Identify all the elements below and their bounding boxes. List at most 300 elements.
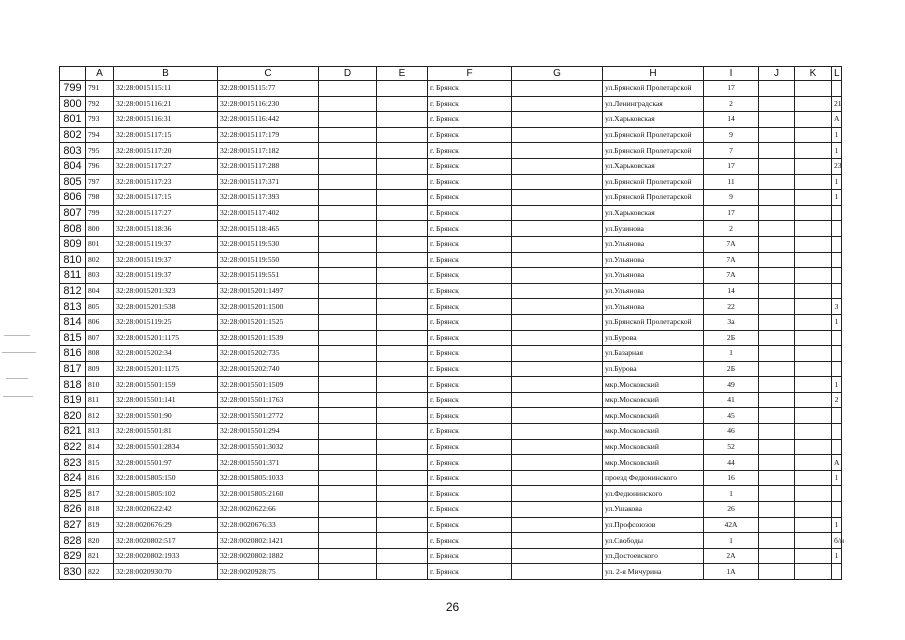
- cell-j[interactable]: [759, 143, 795, 159]
- cell-d[interactable]: [319, 361, 377, 377]
- cell-k[interactable]: [795, 268, 832, 284]
- cell-k[interactable]: [795, 439, 832, 455]
- cell-h[interactable]: ул.Брянской Пролетарской: [603, 143, 704, 159]
- cell-j[interactable]: [759, 330, 795, 346]
- cell-d[interactable]: [319, 143, 377, 159]
- column-header-j[interactable]: J: [759, 67, 795, 81]
- cell-k[interactable]: [795, 314, 832, 330]
- cell-b[interactable]: 32:28:0020930:70: [114, 564, 218, 580]
- cell-j[interactable]: [759, 564, 795, 580]
- cell-g[interactable]: [512, 533, 603, 549]
- cell-d[interactable]: [319, 455, 377, 471]
- cell-b[interactable]: 32:28:0015805:150: [114, 470, 218, 486]
- cell-a[interactable]: 816: [86, 470, 114, 486]
- cell-f[interactable]: г. Брянск: [428, 158, 512, 174]
- cell-l[interactable]: [832, 486, 842, 502]
- cell-h[interactable]: ул.Ульянова: [603, 252, 704, 268]
- cell-d[interactable]: [319, 564, 377, 580]
- cell-h[interactable]: мкр.Московский: [603, 455, 704, 471]
- cell-a[interactable]: 794: [86, 127, 114, 143]
- cell-k[interactable]: [795, 81, 832, 97]
- row-number[interactable]: 820: [60, 408, 86, 424]
- cell-f[interactable]: г. Брянск: [428, 112, 512, 128]
- cell-d[interactable]: [319, 205, 377, 221]
- cell-i[interactable]: 7А: [704, 236, 759, 252]
- cell-h[interactable]: ул.Достоевского: [603, 548, 704, 564]
- row-number[interactable]: 819: [60, 392, 86, 408]
- cell-k[interactable]: [795, 236, 832, 252]
- cell-j[interactable]: [759, 283, 795, 299]
- column-header-b[interactable]: B: [114, 67, 218, 81]
- cell-a[interactable]: 797: [86, 174, 114, 190]
- cell-b[interactable]: 32:28:0015117:27: [114, 158, 218, 174]
- cell-a[interactable]: 809: [86, 361, 114, 377]
- cell-g[interactable]: [512, 283, 603, 299]
- cell-k[interactable]: [795, 517, 832, 533]
- cell-a[interactable]: 815: [86, 455, 114, 471]
- cell-k[interactable]: [795, 392, 832, 408]
- cell-e[interactable]: [377, 439, 428, 455]
- cell-l[interactable]: [832, 205, 842, 221]
- cell-f[interactable]: г. Брянск: [428, 143, 512, 159]
- cell-f[interactable]: г. Брянск: [428, 174, 512, 190]
- cell-i[interactable]: 2Б: [704, 361, 759, 377]
- cell-d[interactable]: [319, 548, 377, 564]
- cell-e[interactable]: [377, 221, 428, 237]
- cell-d[interactable]: [319, 392, 377, 408]
- cell-g[interactable]: [512, 517, 603, 533]
- cell-h[interactable]: ул.Брянской Пролетарской: [603, 81, 704, 97]
- cell-b[interactable]: 32:28:0020802:1933: [114, 548, 218, 564]
- cell-a[interactable]: 800: [86, 221, 114, 237]
- cell-h[interactable]: мкр.Московский: [603, 408, 704, 424]
- cell-l[interactable]: [832, 408, 842, 424]
- cell-g[interactable]: [512, 361, 603, 377]
- cell-a[interactable]: 804: [86, 283, 114, 299]
- cell-i[interactable]: 16: [704, 470, 759, 486]
- cell-k[interactable]: [795, 252, 832, 268]
- cell-g[interactable]: [512, 548, 603, 564]
- cell-f[interactable]: г. Брянск: [428, 470, 512, 486]
- cell-b[interactable]: 32:28:0015201:323: [114, 283, 218, 299]
- cell-l[interactable]: [832, 330, 842, 346]
- cell-f[interactable]: г. Брянск: [428, 96, 512, 112]
- row-number[interactable]: 799: [60, 81, 86, 97]
- cell-i[interactable]: 14: [704, 112, 759, 128]
- column-header-h[interactable]: H: [603, 67, 704, 81]
- cell-l[interactable]: 23: [832, 158, 842, 174]
- cell-a[interactable]: 820: [86, 533, 114, 549]
- cell-i[interactable]: 45: [704, 408, 759, 424]
- cell-l[interactable]: [832, 236, 842, 252]
- cell-f[interactable]: г. Брянск: [428, 424, 512, 440]
- cell-f[interactable]: г. Брянск: [428, 299, 512, 315]
- cell-j[interactable]: [759, 439, 795, 455]
- cell-g[interactable]: [512, 408, 603, 424]
- cell-i[interactable]: 41: [704, 392, 759, 408]
- cell-k[interactable]: [795, 112, 832, 128]
- cell-k[interactable]: [795, 205, 832, 221]
- cell-a[interactable]: 799: [86, 205, 114, 221]
- cell-b[interactable]: 32:28:0015201:1175: [114, 361, 218, 377]
- cell-e[interactable]: [377, 377, 428, 393]
- cell-h[interactable]: ул.Бурова: [603, 330, 704, 346]
- cell-d[interactable]: [319, 377, 377, 393]
- cell-c[interactable]: 32:28:0015116:230: [218, 96, 319, 112]
- cell-h[interactable]: проезд Федюнинского: [603, 470, 704, 486]
- cell-i[interactable]: 9: [704, 127, 759, 143]
- cell-f[interactable]: г. Брянск: [428, 81, 512, 97]
- cell-h[interactable]: мкр.Московский: [603, 439, 704, 455]
- cell-k[interactable]: [795, 174, 832, 190]
- cell-c[interactable]: 32:28:0015117:402: [218, 205, 319, 221]
- cell-l[interactable]: [832, 346, 842, 362]
- row-number[interactable]: 804: [60, 158, 86, 174]
- cell-c[interactable]: 32:28:0015115:77: [218, 81, 319, 97]
- column-header-a[interactable]: A: [86, 67, 114, 81]
- cell-d[interactable]: [319, 517, 377, 533]
- cell-j[interactable]: [759, 502, 795, 518]
- cell-i[interactable]: 2Б: [704, 330, 759, 346]
- cell-b[interactable]: 32:28:0015202:34: [114, 346, 218, 362]
- cell-k[interactable]: [795, 470, 832, 486]
- cell-e[interactable]: [377, 455, 428, 471]
- cell-g[interactable]: [512, 377, 603, 393]
- cell-a[interactable]: 812: [86, 408, 114, 424]
- cell-d[interactable]: [319, 330, 377, 346]
- cell-j[interactable]: [759, 252, 795, 268]
- cell-b[interactable]: 32:28:0015501:141: [114, 392, 218, 408]
- row-number[interactable]: 818: [60, 377, 86, 393]
- cell-f[interactable]: г. Брянск: [428, 127, 512, 143]
- cell-h[interactable]: ул.Бузинова: [603, 221, 704, 237]
- cell-g[interactable]: [512, 564, 603, 580]
- cell-j[interactable]: [759, 377, 795, 393]
- cell-l[interactable]: [832, 502, 842, 518]
- cell-g[interactable]: [512, 143, 603, 159]
- cell-b[interactable]: 32:28:0015117:20: [114, 143, 218, 159]
- cell-f[interactable]: г. Брянск: [428, 283, 512, 299]
- cell-h[interactable]: ул.Харьковская: [603, 205, 704, 221]
- cell-f[interactable]: г. Брянск: [428, 346, 512, 362]
- cell-i[interactable]: 2: [704, 221, 759, 237]
- cell-i[interactable]: 17: [704, 158, 759, 174]
- cell-h[interactable]: ул.Брянской Пролетарской: [603, 190, 704, 206]
- column-header-g[interactable]: G: [512, 67, 603, 81]
- cell-c[interactable]: 32:28:0015501:1763: [218, 392, 319, 408]
- cell-d[interactable]: [319, 96, 377, 112]
- cell-f[interactable]: г. Брянск: [428, 205, 512, 221]
- cell-c[interactable]: 32:28:0015118:465: [218, 221, 319, 237]
- cell-j[interactable]: [759, 174, 795, 190]
- cell-k[interactable]: [795, 190, 832, 206]
- cell-b[interactable]: 32:28:0015117:15: [114, 127, 218, 143]
- cell-i[interactable]: 1А: [704, 564, 759, 580]
- cell-i[interactable]: 7А: [704, 252, 759, 268]
- cell-j[interactable]: [759, 533, 795, 549]
- cell-d[interactable]: [319, 346, 377, 362]
- cell-e[interactable]: [377, 548, 428, 564]
- cell-h[interactable]: ул.Ушакова: [603, 502, 704, 518]
- cell-g[interactable]: [512, 424, 603, 440]
- cell-j[interactable]: [759, 190, 795, 206]
- cell-f[interactable]: г. Брянск: [428, 502, 512, 518]
- cell-l[interactable]: 1: [832, 314, 842, 330]
- cell-l[interactable]: [832, 361, 842, 377]
- row-number[interactable]: 811: [60, 268, 86, 284]
- cell-l[interactable]: [832, 221, 842, 237]
- cell-c[interactable]: 32:28:0015202:740: [218, 361, 319, 377]
- row-number[interactable]: 802: [60, 127, 86, 143]
- cell-g[interactable]: [512, 221, 603, 237]
- cell-i[interactable]: 7: [704, 143, 759, 159]
- cell-k[interactable]: [795, 502, 832, 518]
- cell-h[interactable]: мкр.Московский: [603, 424, 704, 440]
- cell-k[interactable]: [795, 533, 832, 549]
- cell-k[interactable]: [795, 408, 832, 424]
- row-number[interactable]: 817: [60, 361, 86, 377]
- cell-k[interactable]: [795, 96, 832, 112]
- cell-i[interactable]: 26: [704, 502, 759, 518]
- column-header-e[interactable]: E: [377, 67, 428, 81]
- row-number[interactable]: 816: [60, 346, 86, 362]
- cell-k[interactable]: [795, 346, 832, 362]
- cell-k[interactable]: [795, 127, 832, 143]
- cell-e[interactable]: [377, 143, 428, 159]
- cell-c[interactable]: 32:28:0020802:1882: [218, 548, 319, 564]
- cell-l[interactable]: 1: [832, 377, 842, 393]
- cell-c[interactable]: 32:28:0020622:66: [218, 502, 319, 518]
- cell-c[interactable]: 32:28:0020802:1421: [218, 533, 319, 549]
- cell-d[interactable]: [319, 190, 377, 206]
- cell-l[interactable]: [832, 81, 842, 97]
- cell-c[interactable]: 32:28:0015201:1539: [218, 330, 319, 346]
- cell-g[interactable]: [512, 174, 603, 190]
- cell-e[interactable]: [377, 314, 428, 330]
- cell-e[interactable]: [377, 268, 428, 284]
- cell-j[interactable]: [759, 424, 795, 440]
- cell-f[interactable]: г. Брянск: [428, 190, 512, 206]
- cell-h[interactable]: ул.Ленинградская: [603, 96, 704, 112]
- cell-j[interactable]: [759, 361, 795, 377]
- cell-g[interactable]: [512, 314, 603, 330]
- cell-d[interactable]: [319, 299, 377, 315]
- cell-c[interactable]: 32:28:0015201:1497: [218, 283, 319, 299]
- cell-g[interactable]: [512, 236, 603, 252]
- cell-c[interactable]: 32:28:0015117:179: [218, 127, 319, 143]
- cell-a[interactable]: 801: [86, 236, 114, 252]
- cell-b[interactable]: 32:28:0015119:25: [114, 314, 218, 330]
- cell-k[interactable]: [795, 158, 832, 174]
- cell-l[interactable]: [832, 564, 842, 580]
- row-number[interactable]: 828: [60, 533, 86, 549]
- row-number[interactable]: 822: [60, 439, 86, 455]
- cell-h[interactable]: ул.Брянской Пролетарской: [603, 127, 704, 143]
- cell-c[interactable]: 32:28:0020928:75: [218, 564, 319, 580]
- column-header-k[interactable]: K: [795, 67, 832, 81]
- cell-e[interactable]: [377, 283, 428, 299]
- cell-f[interactable]: г. Брянск: [428, 455, 512, 471]
- cell-b[interactable]: 32:28:0015201:538: [114, 299, 218, 315]
- cell-c[interactable]: 32:28:0015805:2160: [218, 486, 319, 502]
- cell-d[interactable]: [319, 314, 377, 330]
- cell-g[interactable]: [512, 502, 603, 518]
- cell-a[interactable]: 818: [86, 502, 114, 518]
- cell-b[interactable]: 32:28:0015117:23: [114, 174, 218, 190]
- cell-k[interactable]: [795, 424, 832, 440]
- cell-e[interactable]: [377, 392, 428, 408]
- cell-j[interactable]: [759, 112, 795, 128]
- cell-g[interactable]: [512, 190, 603, 206]
- cell-i[interactable]: 17: [704, 205, 759, 221]
- row-number[interactable]: 830: [60, 564, 86, 580]
- cell-j[interactable]: [759, 517, 795, 533]
- cell-a[interactable]: 807: [86, 330, 114, 346]
- cell-e[interactable]: [377, 502, 428, 518]
- cell-i[interactable]: 3а: [704, 314, 759, 330]
- cell-g[interactable]: [512, 112, 603, 128]
- cell-j[interactable]: [759, 221, 795, 237]
- cell-h[interactable]: ул.Свободы: [603, 533, 704, 549]
- cell-j[interactable]: [759, 408, 795, 424]
- cell-e[interactable]: [377, 424, 428, 440]
- cell-i[interactable]: 7А: [704, 268, 759, 284]
- cell-f[interactable]: г. Брянск: [428, 486, 512, 502]
- cell-l[interactable]: 1: [832, 190, 842, 206]
- cell-l[interactable]: 1: [832, 470, 842, 486]
- cell-i[interactable]: 46: [704, 424, 759, 440]
- cell-f[interactable]: г. Брянск: [428, 314, 512, 330]
- cell-d[interactable]: [319, 221, 377, 237]
- cell-g[interactable]: [512, 127, 603, 143]
- row-number[interactable]: 812: [60, 283, 86, 299]
- cell-a[interactable]: 819: [86, 517, 114, 533]
- cell-d[interactable]: [319, 533, 377, 549]
- cell-b[interactable]: 32:28:0020676:29: [114, 517, 218, 533]
- cell-b[interactable]: 32:28:0015117:27: [114, 205, 218, 221]
- cell-h[interactable]: ул.Ульянова: [603, 236, 704, 252]
- cell-g[interactable]: [512, 486, 603, 502]
- cell-e[interactable]: [377, 205, 428, 221]
- cell-a[interactable]: 806: [86, 314, 114, 330]
- cell-k[interactable]: [795, 377, 832, 393]
- cell-c[interactable]: 32:28:0015117:288: [218, 158, 319, 174]
- cell-i[interactable]: 44: [704, 455, 759, 471]
- cell-l[interactable]: 1: [832, 548, 842, 564]
- cell-h[interactable]: ул.Харьковская: [603, 112, 704, 128]
- cell-b[interactable]: 32:28:0020802:517: [114, 533, 218, 549]
- cell-f[interactable]: г. Брянск: [428, 361, 512, 377]
- cell-e[interactable]: [377, 533, 428, 549]
- cell-h[interactable]: ул.Бурова: [603, 361, 704, 377]
- cell-c[interactable]: 32:28:0015201:1525: [218, 314, 319, 330]
- cell-g[interactable]: [512, 96, 603, 112]
- cell-l[interactable]: [832, 252, 842, 268]
- cell-i[interactable]: 2А: [704, 548, 759, 564]
- cell-h[interactable]: ул.Базарная: [603, 346, 704, 362]
- cell-b[interactable]: 32:28:0015117:15: [114, 190, 218, 206]
- cell-d[interactable]: [319, 283, 377, 299]
- row-number[interactable]: 825: [60, 486, 86, 502]
- cell-f[interactable]: г. Брянск: [428, 533, 512, 549]
- cell-h[interactable]: ул.Федюнинского: [603, 486, 704, 502]
- cell-j[interactable]: [759, 81, 795, 97]
- row-number[interactable]: 810: [60, 252, 86, 268]
- cell-f[interactable]: г. Брянск: [428, 439, 512, 455]
- cell-j[interactable]: [759, 236, 795, 252]
- cell-e[interactable]: [377, 158, 428, 174]
- cell-e[interactable]: [377, 346, 428, 362]
- cell-l[interactable]: 1: [832, 517, 842, 533]
- cell-g[interactable]: [512, 346, 603, 362]
- cell-d[interactable]: [319, 81, 377, 97]
- cell-j[interactable]: [759, 314, 795, 330]
- cell-b[interactable]: 32:28:0015201:1175: [114, 330, 218, 346]
- cell-g[interactable]: [512, 158, 603, 174]
- cell-j[interactable]: [759, 158, 795, 174]
- cell-d[interactable]: [319, 174, 377, 190]
- row-number[interactable]: 806: [60, 190, 86, 206]
- cell-e[interactable]: [377, 236, 428, 252]
- cell-l[interactable]: А: [832, 112, 842, 128]
- cell-f[interactable]: г. Брянск: [428, 408, 512, 424]
- column-header-d[interactable]: D: [319, 67, 377, 81]
- cell-b[interactable]: 32:28:0015501:97: [114, 455, 218, 471]
- cell-c[interactable]: 32:28:0015501:3032: [218, 439, 319, 455]
- cell-e[interactable]: [377, 81, 428, 97]
- cell-c[interactable]: 32:28:0015119:551: [218, 268, 319, 284]
- cell-l[interactable]: [832, 439, 842, 455]
- row-number[interactable]: 826: [60, 502, 86, 518]
- cell-l[interactable]: [832, 268, 842, 284]
- cell-f[interactable]: г. Брянск: [428, 236, 512, 252]
- cell-i[interactable]: 1: [704, 533, 759, 549]
- cell-l[interactable]: 3: [832, 299, 842, 315]
- cell-e[interactable]: [377, 112, 428, 128]
- cell-a[interactable]: 796: [86, 158, 114, 174]
- cell-e[interactable]: [377, 517, 428, 533]
- cell-j[interactable]: [759, 548, 795, 564]
- cell-l[interactable]: 2: [832, 392, 842, 408]
- cell-b[interactable]: 32:28:0015501:90: [114, 408, 218, 424]
- cell-b[interactable]: 32:28:0015115:11: [114, 81, 218, 97]
- cell-i[interactable]: 49: [704, 377, 759, 393]
- cell-j[interactable]: [759, 470, 795, 486]
- cell-c[interactable]: 32:28:0015501:2772: [218, 408, 319, 424]
- cell-h[interactable]: ул.Брянской Пролетарской: [603, 174, 704, 190]
- cell-d[interactable]: [319, 424, 377, 440]
- cell-i[interactable]: 1: [704, 486, 759, 502]
- column-header-f[interactable]: F: [428, 67, 512, 81]
- cell-c[interactable]: 32:28:0020676:33: [218, 517, 319, 533]
- cell-l[interactable]: [832, 283, 842, 299]
- cell-a[interactable]: 811: [86, 392, 114, 408]
- cell-l[interactable]: 21: [832, 96, 842, 112]
- cell-h[interactable]: ул. 2-я Мичурина: [603, 564, 704, 580]
- row-number[interactable]: 808: [60, 221, 86, 237]
- cell-c[interactable]: 32:28:0015117:393: [218, 190, 319, 206]
- cell-g[interactable]: [512, 81, 603, 97]
- cell-b[interactable]: 32:28:0015805:102: [114, 486, 218, 502]
- cell-a[interactable]: 793: [86, 112, 114, 128]
- cell-g[interactable]: [512, 268, 603, 284]
- cell-l[interactable]: А: [832, 455, 842, 471]
- cell-i[interactable]: 52: [704, 439, 759, 455]
- cell-b[interactable]: 32:28:0015119:37: [114, 236, 218, 252]
- cell-k[interactable]: [795, 299, 832, 315]
- cell-g[interactable]: [512, 455, 603, 471]
- column-header-i[interactable]: I: [704, 67, 759, 81]
